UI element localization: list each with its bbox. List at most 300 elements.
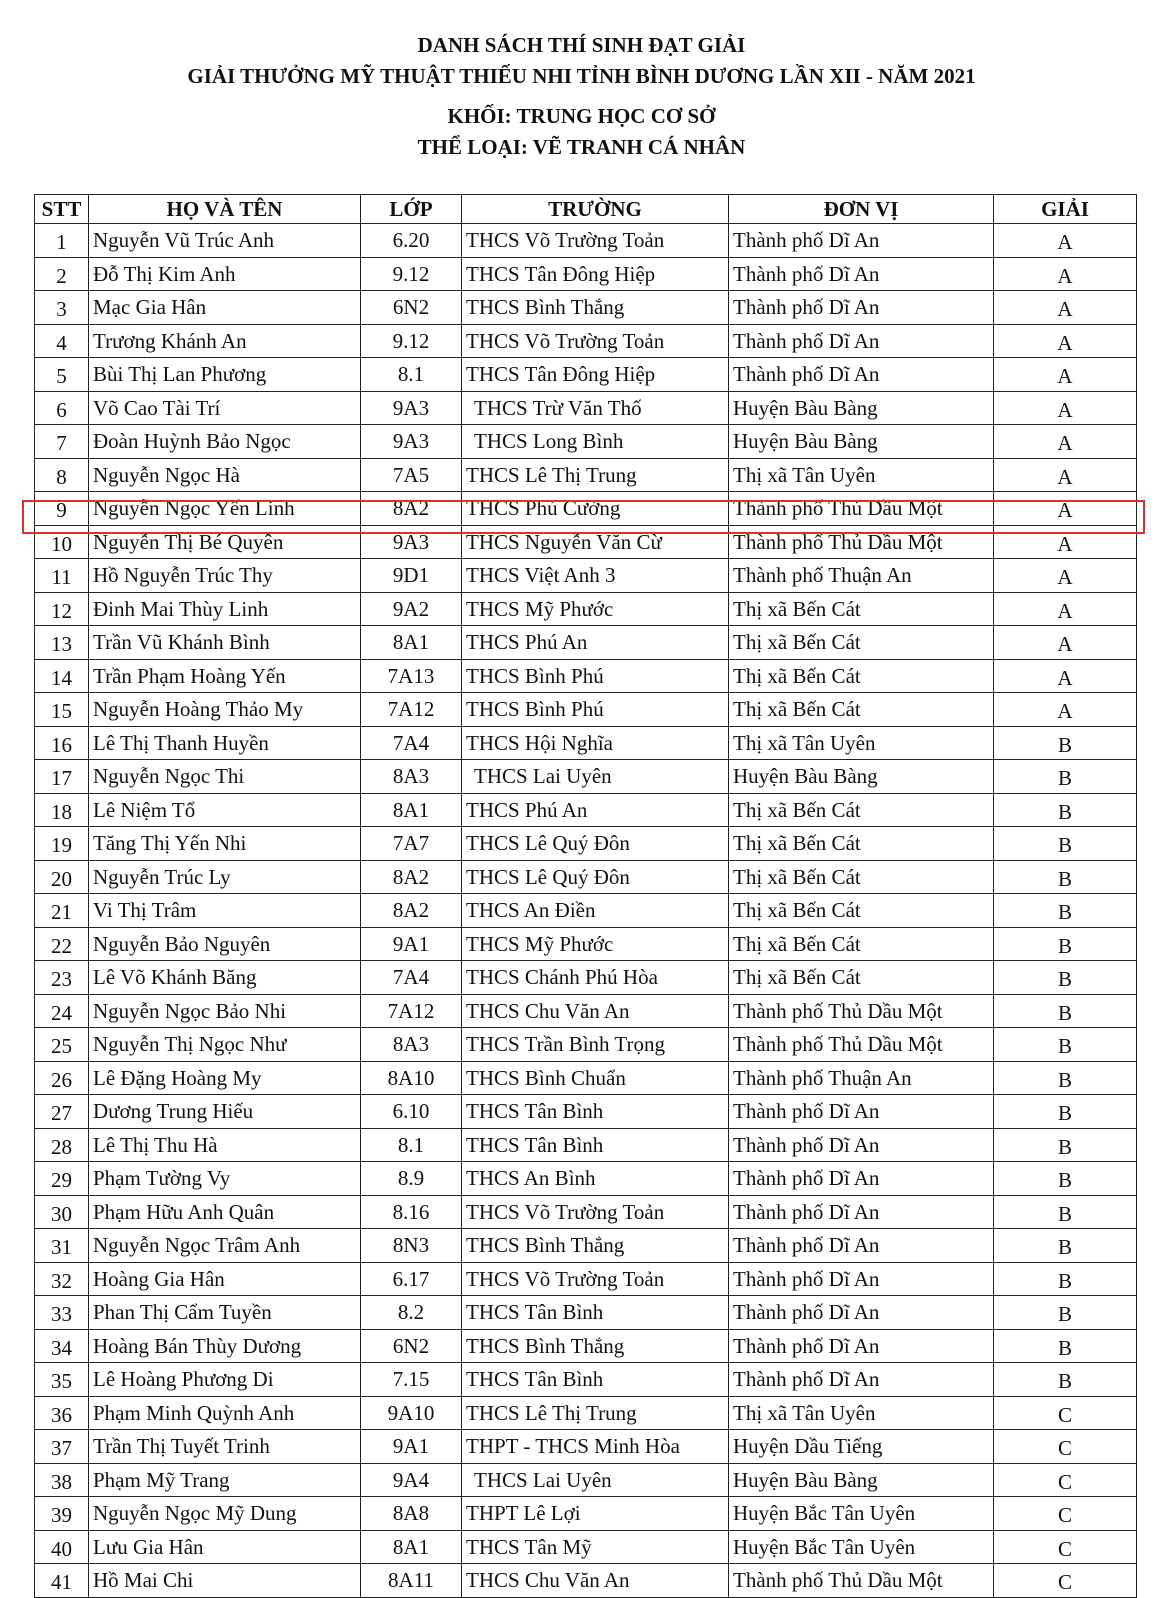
row-unit: Thị xã Bến Cát — [729, 592, 994, 626]
row-school: THCS Tân Bình — [462, 1128, 729, 1162]
row-unit: Thành phố Dĩ An — [729, 1229, 994, 1263]
row-prize: B — [994, 1296, 1137, 1330]
table-row — [35, 1497, 1137, 1531]
row-school: THCS Võ Trường Toản — [462, 1195, 729, 1229]
grade-level: KHỐI: TRUNG HỌC CƠ SỞ — [447, 104, 716, 128]
row-stt: 23 — [35, 961, 89, 995]
table-row — [35, 492, 1137, 526]
row-stt: 31 — [35, 1229, 89, 1263]
row-stt: 17 — [35, 760, 89, 794]
row-class: 8A10 — [361, 1061, 462, 1095]
table-row — [35, 1128, 1137, 1162]
row-school: THCS Việt Anh 3 — [462, 559, 729, 593]
row-prize: A — [994, 425, 1137, 459]
table-row — [35, 1028, 1137, 1062]
row-class: 8.2 — [361, 1296, 462, 1330]
document-title: DANH SÁCH THÍ SINH ĐẠT GIẢI — [417, 33, 746, 57]
row-prize: B — [994, 1229, 1137, 1263]
row-class: 8A3 — [361, 760, 462, 794]
row-prize: B — [994, 1095, 1137, 1129]
table-row — [35, 1463, 1137, 1497]
row-unit: Thành phố Thủ Dầu Một — [729, 525, 994, 559]
table-row — [35, 291, 1137, 325]
row-stt: 36 — [35, 1396, 89, 1430]
row-name: Hoàng Gia Hân — [89, 1262, 361, 1296]
row-stt: 22 — [35, 927, 89, 961]
row-class: 9A10 — [361, 1396, 462, 1430]
table-row — [35, 324, 1137, 358]
row-school: THCS Bình Thắng — [462, 1329, 729, 1363]
row-name: Lê Niệm Tổ — [89, 793, 361, 827]
row-prize: C — [994, 1430, 1137, 1464]
row-stt: 25 — [35, 1028, 89, 1062]
row-class: 9A3 — [361, 425, 462, 459]
row-name: Phan Thị Cẩm Tuyền — [89, 1296, 361, 1330]
table-row — [35, 827, 1137, 861]
row-stt: 16 — [35, 726, 89, 760]
row-prize: B — [994, 894, 1137, 928]
row-name: Lưu Gia Hân — [89, 1530, 361, 1564]
row-prize: B — [994, 994, 1137, 1028]
row-class: 8.9 — [361, 1162, 462, 1196]
row-stt: 34 — [35, 1329, 89, 1363]
col-header-stt: STT — [35, 195, 89, 224]
row-school: THCS Phú An — [462, 793, 729, 827]
row-unit: Thành phố Dĩ An — [729, 324, 994, 358]
row-name: Nguyễn Ngọc Mỹ Dung — [89, 1497, 361, 1531]
row-name: Hồ Mai Chi — [89, 1564, 361, 1598]
row-unit: Thị xã Bến Cát — [729, 827, 994, 861]
row-stt: 37 — [35, 1430, 89, 1464]
row-school: THCS Chánh Phú Hòa — [462, 961, 729, 995]
row-stt: 15 — [35, 693, 89, 727]
row-school: THCS Nguyễn Văn Cừ — [462, 525, 729, 559]
row-school: THPT Lê Lợi — [462, 1497, 729, 1531]
row-school: THCS Tân Bình — [462, 1296, 729, 1330]
row-school: THCS Tân Bình — [462, 1095, 729, 1129]
row-class: 6N2 — [361, 1329, 462, 1363]
row-stt: 2 — [35, 257, 89, 291]
row-stt: 27 — [35, 1095, 89, 1129]
row-unit: Thị xã Bến Cát — [729, 961, 994, 995]
row-class: 9A4 — [361, 1463, 462, 1497]
row-stt: 13 — [35, 626, 89, 660]
table-row — [35, 927, 1137, 961]
row-name: Phạm Minh Quỳnh Anh — [89, 1396, 361, 1430]
row-stt: 33 — [35, 1296, 89, 1330]
row-prize: A — [994, 224, 1137, 258]
row-name: Hoàng Bán Thùy Dương — [89, 1329, 361, 1363]
table-row — [35, 592, 1137, 626]
row-prize: A — [994, 525, 1137, 559]
row-prize: A — [994, 592, 1137, 626]
row-class: 7A4 — [361, 726, 462, 760]
row-unit: Thị xã Tân Uyên — [729, 726, 994, 760]
row-school: THCS Lê Thị Trung — [462, 458, 729, 492]
row-school: THCS Lai Uyên — [462, 760, 729, 794]
row-class: 9A3 — [361, 525, 462, 559]
row-unit: Thị xã Bến Cát — [729, 860, 994, 894]
row-unit: Thành phố Thủ Dầu Một — [729, 492, 994, 526]
row-class: 7A5 — [361, 458, 462, 492]
row-school: THCS Long Bình — [462, 425, 729, 459]
row-class: 9A1 — [361, 1430, 462, 1464]
row-stt: 39 — [35, 1497, 89, 1531]
row-name: Vi Thị Trâm — [89, 894, 361, 928]
row-name: Dương Trung Hiếu — [89, 1095, 361, 1129]
table-row — [35, 358, 1137, 392]
row-name: Nguyễn Bảo Nguyên — [89, 927, 361, 961]
row-name: Nguyễn Ngọc Bảo Nhi — [89, 994, 361, 1028]
row-stt: 8 — [35, 458, 89, 492]
row-name: Phạm Hữu Anh Quân — [89, 1195, 361, 1229]
row-school: THCS Tân Mỹ — [462, 1530, 729, 1564]
row-school: THCS Hội Nghĩa — [462, 726, 729, 760]
row-school: THCS Trừ Văn Thố — [462, 391, 729, 425]
row-stt: 19 — [35, 827, 89, 861]
row-unit: Huyện Bắc Tân Uyên — [729, 1530, 994, 1564]
table-row — [35, 860, 1137, 894]
row-name: Trương Khánh An — [89, 324, 361, 358]
row-class: 9A3 — [361, 391, 462, 425]
row-stt: 9 — [35, 492, 89, 526]
row-unit: Thành phố Dĩ An — [729, 1363, 994, 1397]
row-class: 8.16 — [361, 1195, 462, 1229]
col-header-prize: GIẢI — [994, 195, 1137, 224]
row-school: THCS Lê Quý Đôn — [462, 860, 729, 894]
row-unit: Huyện Bàu Bàng — [729, 425, 994, 459]
row-unit: Thành phố Thủ Dầu Một — [729, 1564, 994, 1598]
row-prize: B — [994, 1195, 1137, 1229]
row-class: 9.12 — [361, 324, 462, 358]
row-class: 6N2 — [361, 291, 462, 325]
row-stt: 32 — [35, 1262, 89, 1296]
row-prize: B — [994, 860, 1137, 894]
row-school: THCS Lai Uyên — [462, 1463, 729, 1497]
row-school: THCS Võ Trường Toản — [462, 224, 729, 258]
row-school: THCS Mỹ Phước — [462, 592, 729, 626]
table-row — [35, 458, 1137, 492]
row-prize: B — [994, 927, 1137, 961]
table-row — [35, 1396, 1137, 1430]
row-prize: C — [994, 1396, 1137, 1430]
table-row — [35, 760, 1137, 794]
row-prize: A — [994, 257, 1137, 291]
row-school: THCS An Điền — [462, 894, 729, 928]
row-stt: 7 — [35, 425, 89, 459]
row-unit: Thị xã Bến Cát — [729, 693, 994, 727]
row-stt: 30 — [35, 1195, 89, 1229]
col-header-school: TRƯỜNG — [462, 195, 729, 224]
row-class: 8A8 — [361, 1497, 462, 1531]
row-class: 7A7 — [361, 827, 462, 861]
table-header-row — [35, 195, 1137, 224]
table-row — [35, 224, 1137, 258]
row-class: 8A3 — [361, 1028, 462, 1062]
document-header — [0, 30, 1163, 163]
table-row — [35, 626, 1137, 660]
row-school: THCS Chu Văn An — [462, 1564, 729, 1598]
row-unit: Thành phố Dĩ An — [729, 1095, 994, 1129]
row-class: 8.1 — [361, 1128, 462, 1162]
row-class: 6.10 — [361, 1095, 462, 1129]
row-prize: B — [994, 961, 1137, 995]
row-unit: Thành phố Dĩ An — [729, 257, 994, 291]
row-class: 9A2 — [361, 592, 462, 626]
row-stt: 18 — [35, 793, 89, 827]
row-stt: 26 — [35, 1061, 89, 1095]
row-name: Bùi Thị Lan Phương — [89, 358, 361, 392]
row-school: THCS Tân Đông Hiệp — [462, 358, 729, 392]
row-prize: B — [994, 1363, 1137, 1397]
row-unit: Thành phố Thuận An — [729, 559, 994, 593]
row-prize: C — [994, 1463, 1137, 1497]
row-unit: Thành phố Dĩ An — [729, 291, 994, 325]
row-school: THCS Bình Thắng — [462, 291, 729, 325]
row-school: THCS Bình Phú — [462, 659, 729, 693]
row-prize: A — [994, 458, 1137, 492]
row-school: THCS Mỹ Phước — [462, 927, 729, 961]
row-class: 8A1 — [361, 626, 462, 660]
table-row — [35, 1329, 1137, 1363]
row-stt: 3 — [35, 291, 89, 325]
row-class: 8.1 — [361, 358, 462, 392]
row-prize: A — [994, 626, 1137, 660]
row-prize: B — [994, 760, 1137, 794]
table-row — [35, 1095, 1137, 1129]
row-stt: 38 — [35, 1463, 89, 1497]
row-school: THCS Lê Quý Đôn — [462, 827, 729, 861]
row-school: THCS Phú Cường — [462, 492, 729, 526]
table-row — [35, 1564, 1137, 1598]
table-row — [35, 693, 1137, 727]
row-stt: 21 — [35, 894, 89, 928]
row-school: THCS Võ Trường Toản — [462, 324, 729, 358]
row-stt: 24 — [35, 994, 89, 1028]
table-row — [35, 894, 1137, 928]
row-class: 7A13 — [361, 659, 462, 693]
row-name: Nguyễn Trúc Ly — [89, 860, 361, 894]
row-school: THCS Bình Chuẩn — [462, 1061, 729, 1095]
row-class: 7.15 — [361, 1363, 462, 1397]
row-name: Lê Hoàng Phương Di — [89, 1363, 361, 1397]
row-unit: Thành phố Dĩ An — [729, 1262, 994, 1296]
row-school: THCS Chu Văn An — [462, 994, 729, 1028]
table-row — [35, 559, 1137, 593]
row-stt: 40 — [35, 1530, 89, 1564]
row-class: 7A4 — [361, 961, 462, 995]
row-stt: 12 — [35, 592, 89, 626]
row-school: THCS Lê Thị Trung — [462, 1396, 729, 1430]
row-name: Nguyễn Thị Bé Quyên — [89, 525, 361, 559]
table-row — [35, 1530, 1137, 1564]
row-prize: C — [994, 1497, 1137, 1531]
row-stt: 41 — [35, 1564, 89, 1598]
table-row — [35, 391, 1137, 425]
row-stt: 5 — [35, 358, 89, 392]
row-prize: B — [994, 1061, 1137, 1095]
row-unit: Thành phố Dĩ An — [729, 1128, 994, 1162]
row-prize: A — [994, 358, 1137, 392]
row-prize: B — [994, 1329, 1137, 1363]
row-class: 8N3 — [361, 1229, 462, 1263]
row-name: Trần Vũ Khánh Bình — [89, 626, 361, 660]
row-unit: Thị xã Bến Cát — [729, 793, 994, 827]
row-school: THCS Tân Bình — [462, 1363, 729, 1397]
row-unit: Thành phố Dĩ An — [729, 224, 994, 258]
row-prize: B — [994, 1128, 1137, 1162]
row-name: Nguyễn Thị Ngọc Như — [89, 1028, 361, 1062]
table-row — [35, 1061, 1137, 1095]
row-name: Nguyễn Hoàng Thảo My — [89, 693, 361, 727]
row-name: Phạm Tường Vy — [89, 1162, 361, 1196]
row-class: 9.12 — [361, 257, 462, 291]
row-stt: 10 — [35, 525, 89, 559]
row-school: THCS Phú An — [462, 626, 729, 660]
row-unit: Thành phố Dĩ An — [729, 1329, 994, 1363]
row-class: 7A12 — [361, 693, 462, 727]
row-class: 9D1 — [361, 559, 462, 593]
row-unit: Thị xã Bến Cát — [729, 894, 994, 928]
table-row — [35, 1195, 1137, 1229]
row-name: Đinh Mai Thùy Linh — [89, 592, 361, 626]
row-prize: A — [994, 391, 1137, 425]
row-prize: B — [994, 793, 1137, 827]
row-unit: Thành phố Dĩ An — [729, 1162, 994, 1196]
row-name: Hồ Nguyễn Trúc Thy — [89, 559, 361, 593]
row-class: 9A1 — [361, 927, 462, 961]
row-name: Nguyễn Ngọc Hà — [89, 458, 361, 492]
table-row — [35, 1262, 1137, 1296]
row-name: Lê Thị Thu Hà — [89, 1128, 361, 1162]
row-name: Lê Võ Khánh Băng — [89, 961, 361, 995]
table-row — [35, 961, 1137, 995]
row-name: Lê Thị Thanh Huyền — [89, 726, 361, 760]
row-stt: 20 — [35, 860, 89, 894]
row-class: 6.20 — [361, 224, 462, 258]
row-unit: Thị xã Bến Cát — [729, 927, 994, 961]
row-prize: B — [994, 1028, 1137, 1062]
table-row — [35, 726, 1137, 760]
row-unit: Thành phố Thủ Dầu Một — [729, 994, 994, 1028]
row-class: 8A2 — [361, 894, 462, 928]
row-name: Nguyễn Ngọc Yến Linh — [89, 492, 361, 526]
table-row — [35, 525, 1137, 559]
table-row — [35, 1296, 1137, 1330]
row-class: 8A2 — [361, 492, 462, 526]
row-name: Phạm Mỹ Trang — [89, 1463, 361, 1497]
row-unit: Thành phố Dĩ An — [729, 1195, 994, 1229]
row-school: THCS Trần Bình Trọng — [462, 1028, 729, 1062]
row-school: THCS Tân Đông Hiệp — [462, 257, 729, 291]
table-row — [35, 793, 1137, 827]
row-prize: A — [994, 559, 1137, 593]
row-unit: Huyện Bàu Bàng — [729, 760, 994, 794]
row-stt: 6 — [35, 391, 89, 425]
row-class: 8A11 — [361, 1564, 462, 1598]
row-name: Nguyễn Ngọc Thi — [89, 760, 361, 794]
row-unit: Thành phố Dĩ An — [729, 358, 994, 392]
row-unit: Huyện Bàu Bàng — [729, 1463, 994, 1497]
row-unit: Thành phố Dĩ An — [729, 1296, 994, 1330]
row-unit: Huyện Dầu Tiếng — [729, 1430, 994, 1464]
row-unit: Thị xã Tân Uyên — [729, 1396, 994, 1430]
row-unit: Thành phố Thuận An — [729, 1061, 994, 1095]
table-row — [35, 1363, 1137, 1397]
row-prize: A — [994, 492, 1137, 526]
row-stt: 35 — [35, 1363, 89, 1397]
row-class: 8A1 — [361, 793, 462, 827]
row-prize: B — [994, 1162, 1137, 1196]
row-school: THCS Bình Phú — [462, 693, 729, 727]
table-row — [35, 425, 1137, 459]
table-row — [35, 659, 1137, 693]
row-unit: Huyện Bắc Tân Uyên — [729, 1497, 994, 1531]
row-name: Võ Cao Tài Trí — [89, 391, 361, 425]
table-row — [35, 994, 1137, 1028]
row-unit: Thị xã Bến Cát — [729, 659, 994, 693]
row-stt: 14 — [35, 659, 89, 693]
row-school: THCS Bình Thắng — [462, 1229, 729, 1263]
row-unit: Huyện Bàu Bàng — [729, 391, 994, 425]
row-prize: A — [994, 659, 1137, 693]
row-class: 7A12 — [361, 994, 462, 1028]
row-prize: A — [994, 324, 1137, 358]
row-class: 8A2 — [361, 860, 462, 894]
row-class: 8A1 — [361, 1530, 462, 1564]
row-name: Lê Đặng Hoàng My — [89, 1061, 361, 1095]
row-prize: B — [994, 827, 1137, 861]
winners-table — [34, 194, 1137, 1598]
document-subtitle: GIẢI THƯỞNG MỸ THUẬT THIẾU NHI TỈNH BÌNH DƯƠNG LẦN XII - NĂM 2021 — [187, 64, 976, 88]
row-name: Tăng Thị Yến Nhi — [89, 827, 361, 861]
row-prize: B — [994, 726, 1137, 760]
row-name: Đoàn Huỳnh Bảo Ngọc — [89, 425, 361, 459]
row-prize: B — [994, 1262, 1137, 1296]
row-name: Trần Thị Tuyết Trinh — [89, 1430, 361, 1464]
col-header-class: LỚP — [361, 195, 462, 224]
row-prize: C — [994, 1564, 1137, 1598]
row-name: Trần Phạm Hoàng Yến — [89, 659, 361, 693]
row-unit: Thị xã Tân Uyên — [729, 458, 994, 492]
row-stt: 29 — [35, 1162, 89, 1196]
row-name: Mạc Gia Hân — [89, 291, 361, 325]
table-row — [35, 257, 1137, 291]
row-unit: Thị xã Bến Cát — [729, 626, 994, 660]
category: THỂ LOẠI: VẼ TRANH CÁ NHÂN — [417, 135, 746, 159]
row-school: THCS An Bình — [462, 1162, 729, 1196]
row-name: Đỗ Thị Kim Anh — [89, 257, 361, 291]
row-prize: A — [994, 693, 1137, 727]
row-prize: C — [994, 1530, 1137, 1564]
col-header-unit: ĐƠN VỊ — [729, 195, 994, 224]
row-unit: Thành phố Thủ Dầu Một — [729, 1028, 994, 1062]
table-row — [35, 1430, 1137, 1464]
table-row — [35, 1162, 1137, 1196]
row-school: THPT - THCS Minh Hòa — [462, 1430, 729, 1464]
table-row — [35, 1229, 1137, 1263]
row-stt: 4 — [35, 324, 89, 358]
row-prize: A — [994, 291, 1137, 325]
row-stt: 1 — [35, 224, 89, 258]
row-stt: 11 — [35, 559, 89, 593]
row-school: THCS Võ Trường Toản — [462, 1262, 729, 1296]
row-stt: 28 — [35, 1128, 89, 1162]
row-name: Nguyễn Vũ Trúc Anh — [89, 224, 361, 258]
row-class: 6.17 — [361, 1262, 462, 1296]
row-name: Nguyễn Ngọc Trâm Anh — [89, 1229, 361, 1263]
col-header-name: HỌ VÀ TÊN — [89, 195, 361, 224]
